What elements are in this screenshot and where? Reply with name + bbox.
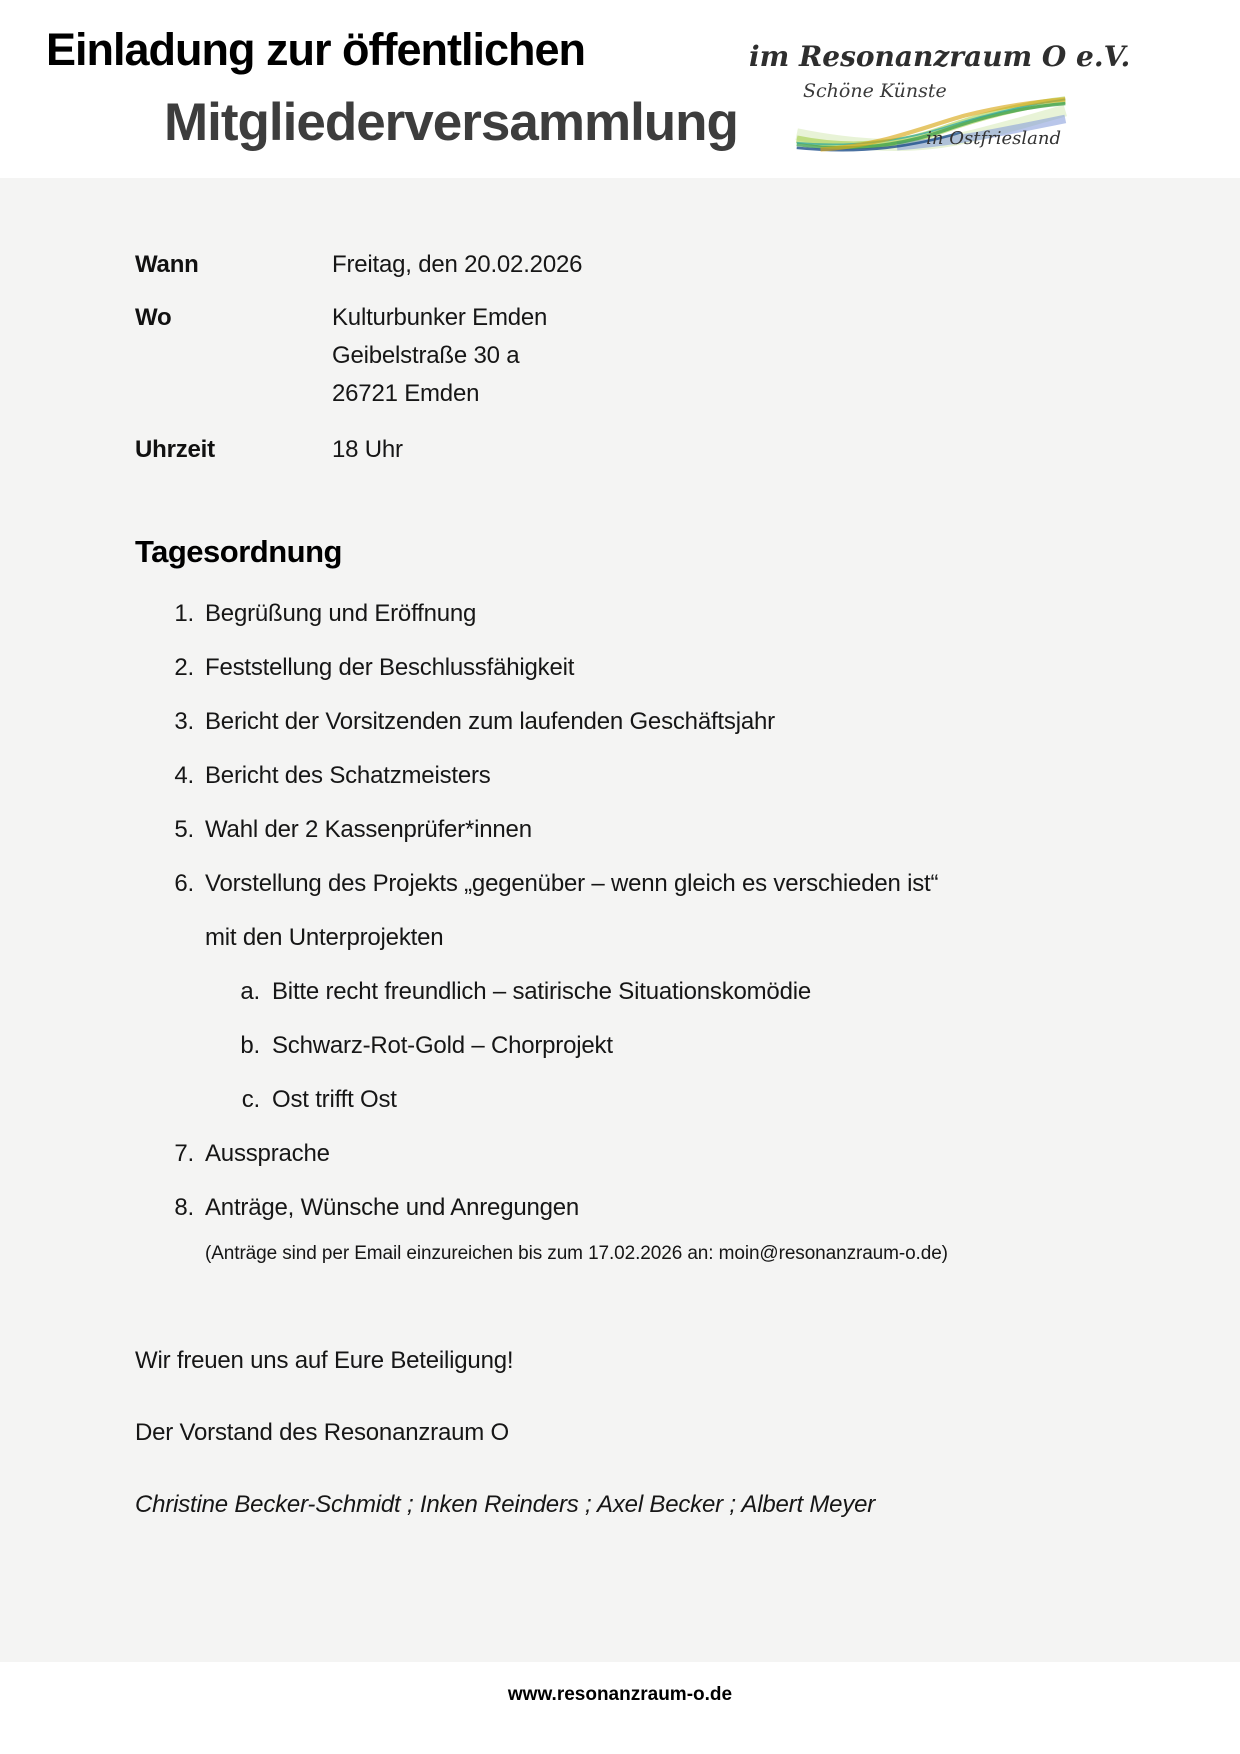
closing-line-1: Wir freuen uns auf Eure Beteiligung!: [135, 1347, 514, 1374]
agenda-item-2: [0, 653, 1240, 683]
detail-value: [332, 246, 582, 284]
agenda-subitem-text: Schwarz-Rot-Gold – Chorprojekt: [272, 1032, 613, 1059]
org-logo-tagline: Schöne Künste: [803, 80, 947, 102]
agenda-heading: Tagesordnung: [135, 534, 342, 569]
agenda-subitem-a: [0, 977, 1240, 1007]
closing-block: [135, 1345, 1240, 1521]
agenda-item-text: Feststellung der Beschlussfähigkeit: [205, 654, 575, 681]
agenda-subitem-b: [0, 1031, 1240, 1061]
agenda-item-number: 8.: [174, 1194, 194, 1221]
agenda-subitem-letter: a.: [240, 978, 260, 1005]
detail-row-uhrzeit: [135, 431, 1240, 469]
detail-row-wann: [135, 246, 1240, 284]
document-footer: [0, 1662, 1240, 1754]
agenda-item-text: Begrüßung und Eröffnung: [205, 600, 477, 627]
page-title-line2: Mitgliederversammlung: [164, 93, 738, 152]
agenda-item-6: [0, 869, 1240, 899]
document-body: [0, 178, 1240, 1662]
detail-line: Kulturbunker Emden: [332, 304, 548, 331]
agenda-item-1: [0, 599, 1240, 629]
detail-value: [332, 431, 403, 469]
agenda-item-8-note: (Anträge sind per Email einzureichen bis zum 17.02.2026 an: moin@resonanzraum-o.de): [205, 1243, 948, 1264]
agenda-subitem-letter: b.: [240, 1032, 260, 1059]
detail-line: Geibelstraße 30 a: [332, 342, 520, 369]
agenda-item-text: Aussprache: [205, 1140, 330, 1167]
org-logo-name: im Resonanzraum O e.V.: [749, 40, 1131, 73]
agenda-item-7: [0, 1139, 1240, 1169]
org-logo-region: in Ostfriesland: [926, 128, 1061, 149]
agenda-item-text: Anträge, Wünsche und Anregungen: [205, 1194, 580, 1221]
agenda-item-text: Vorstellung des Projekts „gegenüber – wenn gleich es verschieden ist“: [205, 870, 939, 897]
agenda-item-number: 3.: [174, 708, 194, 735]
agenda-item-text: Bericht des Schatzmeisters: [205, 762, 491, 789]
agenda-item-number: 2.: [174, 654, 194, 681]
closing-signatures: Christine Becker-Schmidt ; Inken Reinders ; Axel Becker ; Albert Meyer: [135, 1491, 876, 1518]
agenda-list: [0, 599, 1240, 1267]
detail-line: 26721 Emden: [332, 380, 480, 407]
detail-line: 18 Uhr: [332, 436, 403, 463]
closing-line-2: Der Vorstand des Resonanzraum O: [135, 1419, 509, 1446]
agenda-item-3: [0, 707, 1240, 737]
org-logo: [745, 36, 1131, 168]
agenda-item-number: 1.: [174, 600, 194, 627]
agenda-subitem-text: Bitte recht freundlich – satirische Situationskomödie: [272, 978, 812, 1005]
agenda-item-number: 6.: [174, 870, 194, 897]
detail-line: Freitag, den 20.02.2026: [332, 251, 583, 278]
document-header: [0, 0, 1240, 178]
agenda-item-number: 4.: [174, 762, 194, 789]
agenda-item-8: [0, 1193, 1240, 1223]
agenda-item-text: Wahl der 2 Kassenprüfer*innen: [205, 816, 532, 843]
website-url: www.resonanzraum-o.de: [507, 1684, 733, 1705]
agenda-item-number: 5.: [174, 816, 194, 843]
agenda-item-text: Bericht der Vorsitzenden zum laufenden Geschäftsjahr: [205, 708, 775, 735]
agenda-item-6-continuation: mit den Unterprojekten: [205, 924, 444, 951]
agenda-subitem-text: Ost trifft Ost: [272, 1086, 397, 1113]
detail-value: [332, 299, 547, 413]
agenda-item-5: [0, 815, 1240, 845]
agenda-subitem-c: [0, 1085, 1240, 1115]
event-details: [0, 178, 1240, 469]
detail-row-wo: [135, 299, 1240, 413]
detail-label: Wo: [135, 304, 172, 331]
page-title-line1: Einladung zur öffentlichen: [46, 24, 585, 75]
agenda-subitem-letter: c.: [241, 1086, 260, 1113]
detail-label: Uhrzeit: [135, 436, 215, 463]
agenda-item-number: 7.: [174, 1140, 194, 1167]
agenda-item-4: [0, 761, 1240, 791]
detail-label: Wann: [135, 251, 199, 278]
